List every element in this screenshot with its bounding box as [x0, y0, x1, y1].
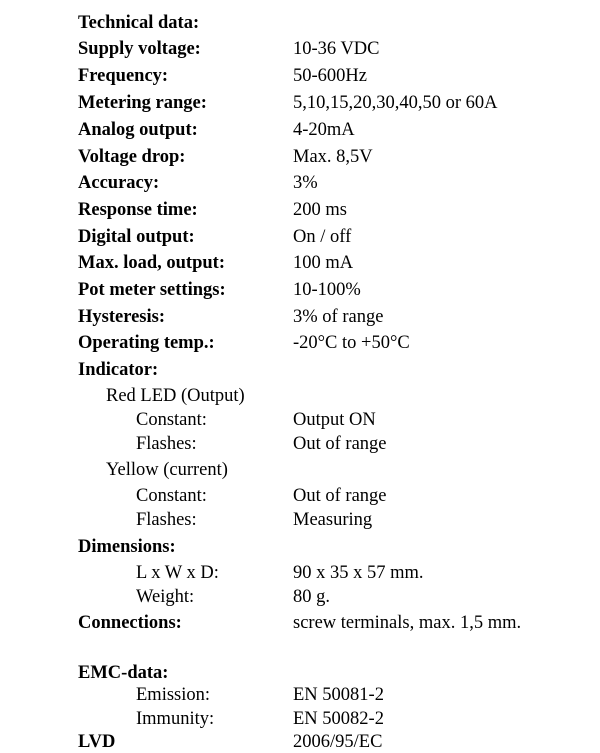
weight-label: Weight:: [136, 587, 195, 607]
spec-label: Accuracy:: [78, 173, 160, 193]
yellow-constant-value: Out of range: [293, 486, 387, 506]
spec-value: Max. 8,5V: [293, 147, 373, 167]
spec-value: 5,10,15,20,30,40,50 or 60A: [293, 93, 498, 113]
indicator-heading: Indicator:: [78, 360, 159, 380]
section-title: Technical data:: [78, 13, 200, 33]
yellow-flashes-label: Flashes:: [136, 510, 197, 530]
spec-label: Analog output:: [78, 120, 198, 140]
spec-value: 10-36 VDC: [293, 39, 380, 59]
yellow-label: Yellow (current): [106, 460, 228, 480]
connections-label: Connections:: [78, 613, 182, 633]
red-flashes-label: Flashes:: [136, 434, 197, 454]
emission-label: Emission:: [136, 685, 211, 705]
spec-value: On / off: [293, 227, 352, 247]
lwd-label: L x W x D:: [136, 563, 219, 583]
lwd-value: 90 x 35 x 57 mm.: [293, 563, 424, 583]
spec-value: 3%: [293, 173, 318, 193]
spec-label: Frequency:: [78, 66, 169, 86]
spec-label: Operating temp.:: [78, 333, 215, 353]
yellow-constant-label: Constant:: [136, 486, 207, 506]
spec-value: 4-20mA: [293, 120, 355, 140]
connections-value: screw terminals, max. 1,5 mm.: [293, 613, 522, 633]
emc-heading: EMC-data:: [78, 663, 169, 683]
spec-value: 3% of range: [293, 307, 384, 327]
spec-label: Digital output:: [78, 227, 195, 247]
weight-value: 80 g.: [293, 587, 330, 607]
red-led-label: Red LED (Output): [106, 386, 245, 406]
emission-value: EN 50081-2: [293, 685, 384, 705]
spec-value: 50-600Hz: [293, 66, 367, 86]
dimensions-heading: Dimensions:: [78, 537, 176, 557]
yellow-flashes-value: Measuring: [293, 510, 373, 530]
spec-value: 200 ms: [293, 200, 347, 220]
spec-label: Supply voltage:: [78, 39, 201, 59]
spec-label: Voltage drop:: [78, 147, 186, 167]
spec-label: Metering range:: [78, 93, 207, 113]
immunity-value: EN 50082-2: [293, 709, 384, 729]
lvd-label: LVD: [78, 732, 116, 752]
spec-label: Hysteresis:: [78, 307, 165, 327]
spec-label: Pot meter settings:: [78, 280, 226, 300]
spec-label: Max. load, output:: [78, 253, 225, 273]
red-constant-value: Output ON: [293, 410, 376, 430]
spec-value: 10-100%: [293, 280, 361, 300]
spec-value: 100 mA: [293, 253, 354, 273]
red-constant-label: Constant:: [136, 410, 207, 430]
lvd-value: 2006/95/EC: [293, 732, 383, 752]
immunity-label: Immunity:: [136, 709, 215, 729]
spec-value: -20°C to +50°C: [293, 333, 410, 353]
spec-label: Response time:: [78, 200, 198, 220]
red-flashes-value: Out of range: [293, 434, 387, 454]
